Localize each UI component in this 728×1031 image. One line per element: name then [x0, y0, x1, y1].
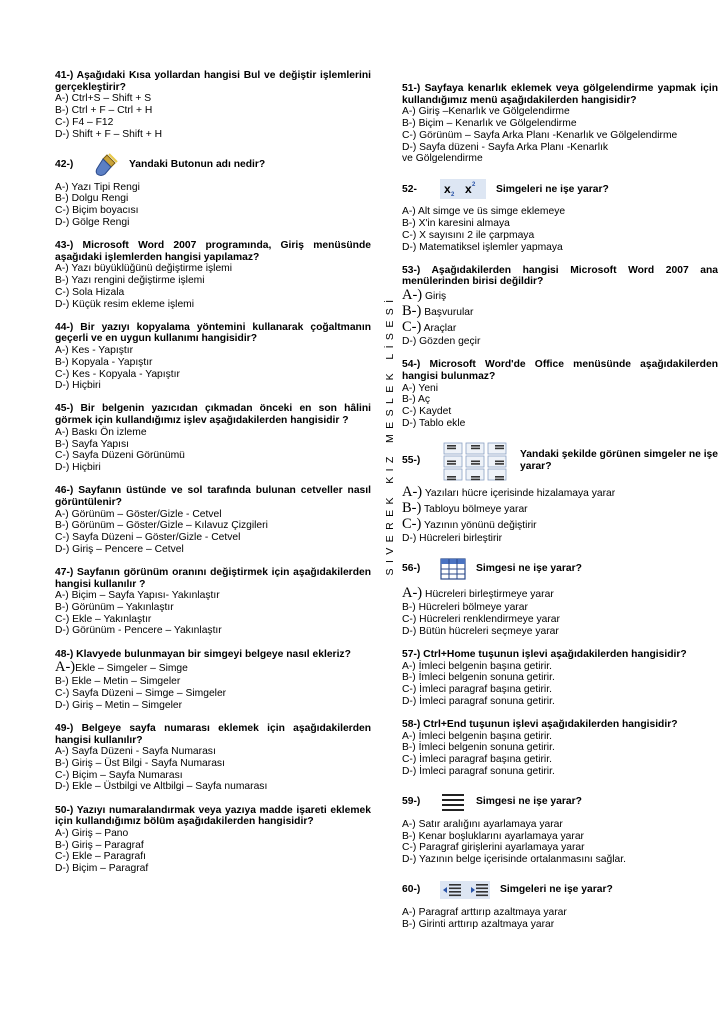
answer-option: A-) Alt simge ve üs simge eklemeye	[402, 206, 566, 218]
answer-option: B-) Başvurular	[402, 303, 474, 320]
left-column	[55, 70, 371, 886]
answer-option: A-) Giriş – Pano	[55, 828, 129, 840]
question-icon-row	[55, 152, 371, 178]
subscript-superscript-icon	[440, 179, 486, 199]
answer-option: A-) Satır aralığını ayarlamaya yarar	[402, 818, 563, 830]
question-q41	[55, 70, 371, 140]
answer-option: ve Gölgelendirme	[402, 153, 483, 165]
question-text: 57-) Ctrl+Home tuşunun işlevi aşağıdakilerden hangisidir?	[402, 648, 687, 660]
question-q45	[55, 403, 371, 473]
answer-option: A-)Ekle – Simgeler – Simge	[55, 659, 188, 676]
question-text: Simgesi ne işe yarar?	[476, 563, 582, 575]
question-text: Simgeleri ne işe yarar?	[496, 183, 609, 195]
question-text: 53-) Aşağıdakilerden hangisi Microsoft Word 2007 ana menülerinden birisi değildir?	[402, 264, 718, 288]
answer-option: C-) Hücreleri renklendirmeye yarar	[402, 613, 560, 625]
answer-option: A-) Hücreleri birleştirmeye yarar	[402, 585, 554, 602]
answer-option: B-) Aç	[402, 394, 431, 406]
answer-option: B-) Ctrl + F – Ctrl + H	[55, 105, 153, 117]
question-icon-row	[402, 441, 718, 481]
question-text: 50-) Yazıyı numaralandırmak veya yazıya madde işareti eklemek için kullandığımız bölüm aşağıdakilerden hangisidir?	[55, 804, 371, 828]
question-q53	[402, 265, 718, 348]
svg-text:x: x	[465, 182, 472, 197]
question-text: Yandaki Butonun adı nedir?	[129, 158, 266, 170]
question-q60	[402, 877, 718, 930]
question-icon-row	[402, 877, 718, 903]
answer-option: D-) Gözden geçir	[402, 336, 481, 348]
answer-option: A-) Baskı Ön izleme	[55, 426, 147, 438]
answer-option: C-) Biçim boyacısı	[55, 205, 139, 217]
question-q42	[55, 152, 371, 229]
question-q47	[55, 567, 371, 637]
answer-option: D-) Hiçbiri	[55, 380, 101, 392]
question-q49	[55, 723, 371, 793]
answer-option: C-) İmleci paragraf başına getirir.	[402, 683, 552, 695]
answer-option: B-) İmleci belgenin sonuna getirir.	[402, 672, 555, 684]
question-icon-row	[402, 176, 718, 202]
question-text: 43-) Microsoft Word 2007 programında, Giriş menüsünde aşağıdaki işlemlerden hangisi yapılamaz?	[55, 240, 371, 263]
question-number: 55-)	[402, 455, 421, 467]
answer-option: B-) İmleci belgenin sonuna getirir.	[402, 742, 555, 754]
question-icon-row	[402, 789, 718, 815]
school-name-vertical	[384, 294, 396, 576]
answer-option: B-) Yazı rengini değiştirme işlemi	[55, 275, 205, 287]
answer-option: A-) Ctrl+S – Shift + S	[55, 93, 152, 105]
question-q52	[402, 176, 718, 253]
question-text: 46-) Sayfanın üstünde ve sol tarafında bulunan cetveller nasıl görüntülenir?	[55, 485, 371, 508]
answer-option: C-) Yazının yönünü değiştirir	[402, 516, 537, 533]
answer-option: A-) Yazı Tipi Rengi	[55, 181, 140, 193]
answer-option: A-) Paragraf arttırıp azaltmaya yarar	[402, 907, 567, 919]
answer-option: C-) Araçlar	[402, 319, 457, 336]
answer-option: B-) Giriş – Paragraf	[55, 839, 144, 851]
answer-option: D-) Yazının belge içerisinde ortalanmasını sağlar.	[402, 854, 626, 866]
answer-option: B-) Sayfa Yapısı	[55, 438, 130, 450]
right-column	[402, 83, 718, 942]
answer-option: D-) Shift + F – Shift + H	[55, 128, 163, 140]
question-text: 44-) Bir yazıyı kopyalama yöntemini kullanarak çoğaltmanın geçerli ve en uygun kullanımı hangisidir?	[55, 321, 371, 345]
question-q51	[402, 83, 718, 165]
justify-align-icon	[440, 792, 466, 812]
answer-option: A-) Giriş –Kenarlık ve Gölgelendirme	[402, 106, 570, 118]
svg-text:2: 2	[472, 182, 476, 189]
answer-option: B-) Kenar boşluklarını ayarlamaya yarar	[402, 830, 584, 842]
answer-option: D-) Hiçbiri	[55, 461, 101, 473]
question-text: 47-) Sayfanın görünüm oranını değiştirmek için aşağıdakilerden hangisi kullanılır ?	[55, 566, 371, 590]
question-q58	[402, 719, 718, 778]
answer-option: B-) Giriş – Üst Bilgi - Sayfa Numarası	[55, 758, 225, 770]
answer-option: C-) X sayısını 2 ile çarpmaya	[402, 229, 535, 241]
table-icon	[440, 558, 466, 580]
question-q50	[55, 805, 371, 875]
answer-option: D-) Biçim – Paragraf	[55, 863, 149, 875]
answer-option: D-) Gölge Rengi	[55, 216, 130, 228]
answer-option: C-) Biçim – Sayfa Numarası	[55, 769, 183, 781]
answer-option: C-) F4 – F12	[55, 116, 114, 128]
question-number: 42-)	[55, 158, 74, 170]
answer-option: C-) Ekle – Paragrafı	[55, 851, 146, 863]
question-q43	[55, 240, 371, 310]
answer-option: C-) Sayfa Düzeni – Simge – Simgeler	[55, 688, 227, 700]
question-text: 49-) Belgeye sayfa numarası eklemek için aşağıdakilerden hangisi kullanılır?	[55, 722, 371, 746]
answer-option: B-) Görünüm – Göster/Gizle – Kılavuz Çizgileri	[55, 520, 268, 532]
answer-option: D-) İmleci paragraf sonuna getirir.	[402, 765, 555, 777]
answer-option: D-) Giriş – Pencere – Cetvel	[55, 543, 184, 555]
question-q56	[402, 556, 718, 637]
answer-option: D-) Görünüm - Pencere – Yakınlaştır	[55, 625, 222, 637]
answer-option: C-) Sola Hizala	[55, 286, 125, 298]
answer-option: B-) Ekle – Metin – Simgeler	[55, 676, 181, 688]
answer-option: C-) Kaydet	[402, 406, 452, 418]
answer-option: B-) Girinti arttırıp azaltmaya yarar	[402, 918, 555, 930]
question-icon-row	[402, 556, 718, 582]
answer-option: C-) İmleci paragraf başına getirir.	[402, 754, 552, 765]
answer-option: B-) X'in karesini almaya	[402, 218, 510, 230]
question-text: 41-) Aşağıdaki Kısa yollardan hangisi Bul ve değiştir işlemlerini gerçekleştirir?	[55, 70, 371, 93]
question-text: Yandaki şekilde görünen simgeler ne işe yarar?	[520, 449, 719, 473]
answer-option: C-) Ekle – Yakınlaştır	[55, 613, 152, 625]
answer-option: D-) Küçük resim ekleme işlemi	[55, 298, 195, 310]
answer-option: A-) Yazıları hücre içerisinde hizalamaya yarar	[402, 484, 616, 501]
answer-option: A-) İmleci belgenin başına getirir.	[402, 660, 552, 672]
answer-option: D-) Bütün hücreleri seçmeye yarar	[402, 625, 559, 637]
question-q55	[402, 441, 718, 545]
answer-option: B-) Tabloyu bölmeye yarar	[402, 500, 528, 517]
question-text: Simgesi ne işe yarar?	[476, 796, 582, 808]
answer-option: B-) Hücreleri bölmeye yarar	[402, 602, 528, 614]
answer-option: C-) Kes - Kopyala - Yapıştır	[55, 368, 180, 380]
question-number: 56-)	[402, 563, 421, 575]
question-q59	[402, 789, 718, 866]
answer-option: C-) Paragraf girişlerini ayarlamaya yarar	[402, 842, 585, 854]
question-number: 59-)	[402, 796, 421, 808]
question-q48	[55, 649, 371, 712]
question-number: 60-)	[402, 884, 421, 896]
svg-text:2: 2	[451, 192, 455, 199]
question-q46	[55, 485, 371, 555]
answer-option: B-) Görünüm – Yakınlaştır	[55, 602, 174, 614]
question-q44	[55, 322, 371, 392]
svg-text:x: x	[444, 182, 451, 197]
answer-option: D-) Matematiksel işlemler yapmaya	[402, 241, 563, 253]
answer-option: D-) Giriş – Metin – Simgeler	[55, 699, 183, 711]
format-painter-icon	[93, 152, 119, 178]
cell-alignment-icon	[440, 441, 510, 481]
question-number: 52-	[402, 183, 417, 195]
answer-option: A-) Yeni	[402, 382, 439, 394]
answer-option: A-) Biçim – Sayfa Yapısı- Yakınlaştır	[55, 590, 220, 602]
answer-option: B-) Biçim – Kenarlık ve Gölgelendirme	[402, 118, 577, 130]
answer-option: D-) İmleci paragraf sonuna getirir.	[402, 695, 555, 707]
question-text: 54-) Microsoft Word'de Office menüsünde aşağıdakilerden hangisi bulunmaz?	[402, 359, 718, 383]
answer-option: A-) Görünüm – Göster/Gizle - Cetvel	[55, 508, 222, 520]
school-name-text: SIVEREK KIZ MESLEK LİSESİ	[384, 294, 396, 576]
answer-option: A-) Kes - Yapıştır	[55, 345, 134, 357]
question-text: Simgeleri ne işe yarar?	[500, 884, 613, 896]
answer-option: A-) Yazı büyüklüğünü değiştirme işlemi	[55, 263, 233, 275]
answer-option: A-) Giriş	[402, 287, 447, 304]
answer-option: D-) Hücreleri birleştirir	[402, 533, 503, 545]
question-q57	[402, 649, 718, 708]
question-text: 51-) Sayfaya kenarlık eklemek veya gölgelendirme yapmak için kullandığımız menü aşağıdakilerden hangisidir?	[402, 83, 718, 106]
question-text: 48-) Klavyede bulunmayan bir simgeyi belgeye nasıl ekleriz?	[55, 648, 351, 660]
answer-option: D-) Tablo ekle	[402, 417, 466, 429]
indent-icon	[440, 881, 490, 899]
answer-option: D-) Sayfa düzeni - Sayfa Arka Planı -Kenarlık	[402, 141, 609, 153]
answer-option: C-) Sayfa Düzeni – Göster/Gizle - Cetvel	[55, 532, 241, 543]
question-text: 45-) Bir belgenin yazıcıdan çıkmadan önceki en son hâlini görmek için kullandığımız işlev aşağıdakilerden hangisidir ?	[55, 403, 371, 427]
answer-option: B-) Kopyala - Yapıştır	[55, 356, 153, 368]
answer-option: B-) Dolgu Rengi	[55, 193, 129, 205]
answer-option: D-) Ekle – Üstbilgi ve Altbilgi – Sayfa numarası	[55, 781, 268, 793]
answer-option: A-) Sayfa Düzeni - Sayfa Numarası	[55, 746, 216, 758]
answer-option: C-) Görünüm – Sayfa Arka Planı -Kenarlık ve Gölgelendirme	[402, 129, 678, 141]
question-text: 58-) Ctrl+End tuşunun işlevi aşağıdakilerden hangisidir?	[402, 718, 678, 730]
question-q54	[402, 359, 718, 429]
answer-option: A-) İmleci belgenin başına getirir.	[402, 730, 552, 742]
answer-option: C-) Sayfa Düzeni Görünümü	[55, 450, 185, 462]
